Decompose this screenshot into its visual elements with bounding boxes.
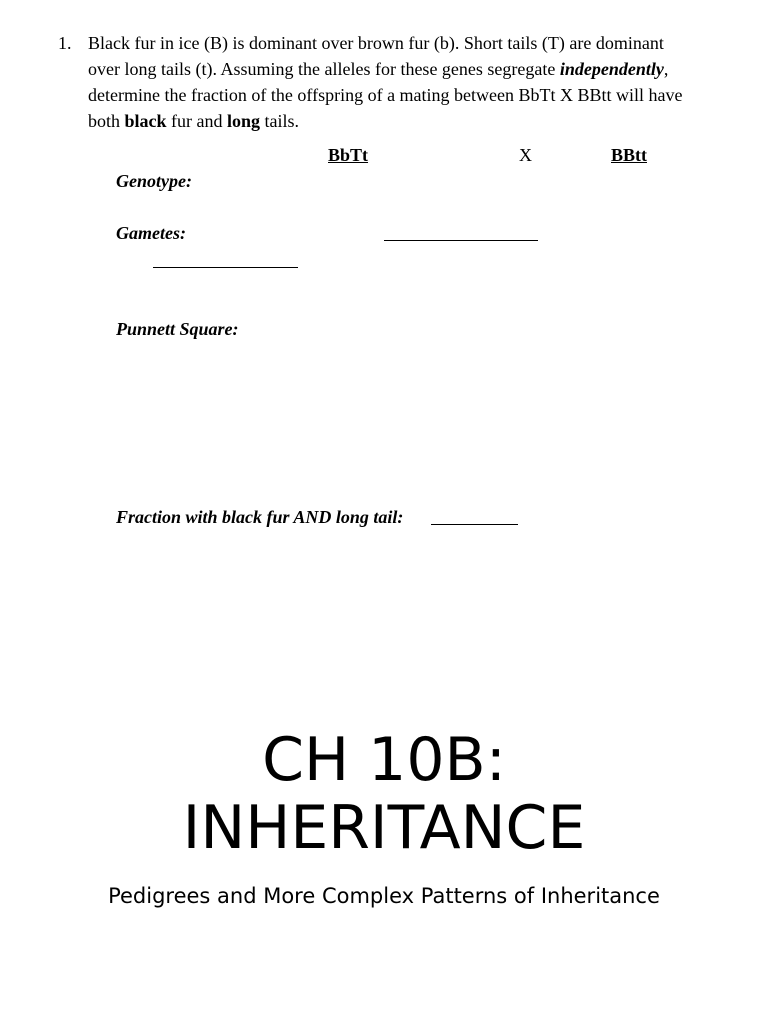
slide-subtitle: Pedigrees and More Complex Patterns of Inheritance (108, 884, 660, 908)
parent2-genotype: BBtt (611, 145, 647, 165)
question-text-part-3: fur and (166, 111, 228, 131)
question-text-part-1: Black fur in ice (B) is dominant over brown fur (b). Short tails (T) are dominant over long tails (t). Assuming the alleles for these genes segregate (88, 33, 664, 79)
cross-symbol: X (519, 145, 532, 165)
fraction-label: Fraction with black fur AND long tail: (116, 507, 404, 527)
slide-title-line-2: INHERITANCE (182, 793, 586, 863)
question-text-part-2: , determine the fraction of the offspring of a mating between BbTt X BBtt will have both (88, 59, 683, 131)
emphasis-independently: independently (559, 59, 664, 79)
fraction-answer-blank (431, 524, 518, 525)
emphasis-black: black (124, 111, 167, 131)
question-text (88, 30, 688, 134)
gametes-label: Gametes: (116, 223, 186, 243)
gametes-blank-parent1 (384, 240, 538, 241)
gametes-blank-parent2 (153, 267, 298, 268)
parent1-genotype: BbTt (328, 145, 369, 165)
question-text-part-4: tails. (260, 111, 300, 131)
punnett-square-label: Punnett Square: (116, 319, 239, 339)
slide-title (0, 726, 768, 862)
genotype-label: Genotype: (116, 171, 192, 191)
question-number: 1. (58, 33, 72, 53)
emphasis-long: long (227, 111, 261, 131)
slide-title-line-1: CH 10B: (262, 725, 506, 795)
